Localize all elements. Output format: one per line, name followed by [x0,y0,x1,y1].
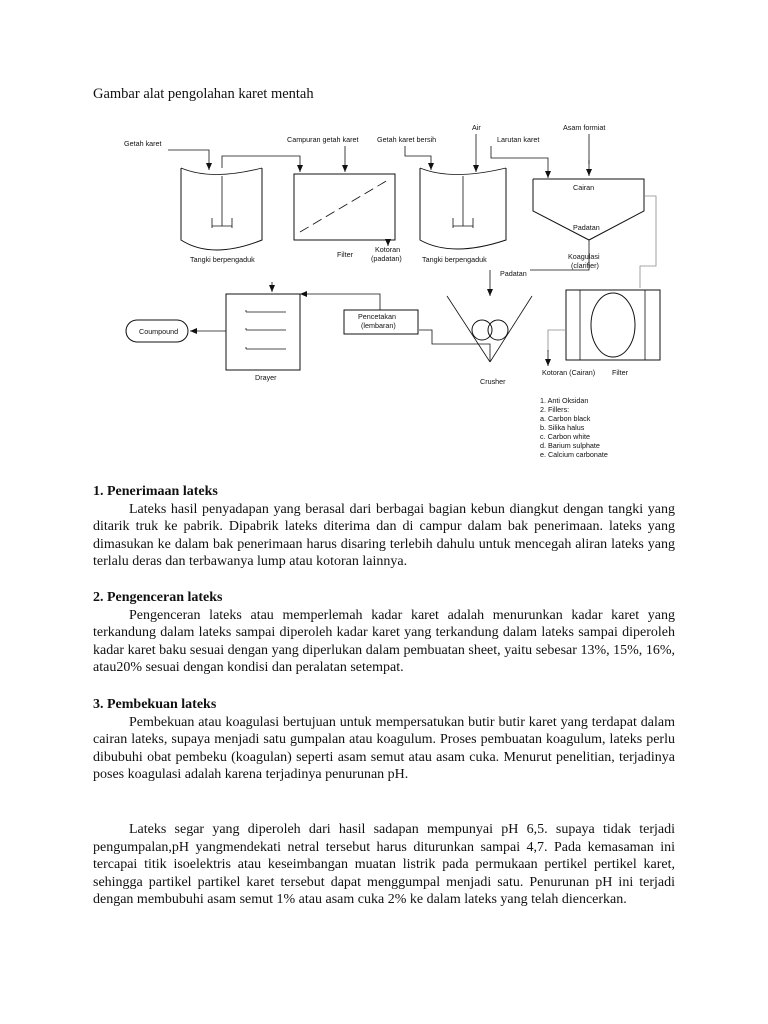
section-body: Pengenceran lateks atau memperlemah kadar karet adalah menurunkan kadar karet yang terkandung dalam lateks sampai diperoleh kadar karet yang terkandung dalam lateks sampai diperoleh kadar karet baku sesuai dengan yang diperlukan dalam pembuatan sheet, yaitu sebesar 13%, 15%, 16%, atau20% sesuai dengan kondisi dan peralatan setempat. [93,607,675,676]
clarifier-label-2: (clarifier) [571,261,599,270]
additive-item: 2. Fillers: [540,405,570,414]
section-pembekuan [93,696,675,784]
section-pengenceran [93,589,675,677]
ph-paragraph: Lateks segar yang diperoleh dari hasil sadapan mempunyai pH 6,5. supaya tidak terjadi pengumpalan,pH yangmendekati netral tersebut harus diturunkan sampai 4,7. Pada kemasaman ini tercapai titik isoelektris atau keseimbangan muatan listrik pada permukaan pertikel pertikel karet, sehingga partikel partikel karet tersebut dapat menggumpal menjadi satu. Penurunan pH ini terjadi dengan membubuhi asam semut 1% atau asam cuka 2% ke dalam lateks yang telah diencerkan. [93,822,675,908]
padatan-out-label: Padatan [500,269,527,278]
input-label-asam-formiat: Asam formiat [563,123,606,132]
input-label-getah-karet: Getah karet [124,139,162,148]
tank-2-label: Tangki berpengaduk [422,255,487,264]
input-label-air: Air [472,123,481,132]
pencetakan-label-2: (lembaran) [361,321,396,330]
crusher [447,296,532,362]
crusher-label: Crusher [480,377,506,386]
section-penerimaan [93,483,675,571]
filter-1-label: Filter [337,250,353,259]
section-heading: 1. Penerimaan lateks [93,484,218,499]
additive-item: c. Carbon white [540,432,590,441]
page-title: Gambar alat pengolahan karet mentah [93,86,314,102]
filter-2 [566,290,660,360]
input-label-getah-bersih: Getah karet bersih [377,135,437,144]
kotoran-cairan-label: Kotoran (Cairan) [542,368,596,377]
additive-item: b. Silika halus [540,423,585,432]
clarifier-padatan-label: Padatan [573,223,600,232]
additive-item: d. Barium sulphate [540,441,600,450]
clarifier-label-1: Koagulasi [568,252,600,261]
additive-item: a. Carbon black [540,414,591,423]
section-heading: 2. Pengenceran lateks [93,590,223,605]
input-label-larutan: Larutan karet [497,135,540,144]
section-heading: 3. Pembekuan lateks [93,697,217,712]
dryer [226,294,300,370]
kotoran-padatan-label-1: Kotoran [375,245,401,254]
compound-label: Coumpound [139,327,179,336]
section-body: Lateks hasil penyadapan yang berasal dari berbagai bagian kebun diangkut dengan tangki yang ditarik truk ke pabrik. Dipabrik lateks diterima dan di campur dalam bak penerimaan. lateks yang dimasukan ke dalam bak penerimaan harus disaring terlebih dahulu untuk mencegah aliran lateks yang terlalu deras dan terbawanya lump atau kotoran lainnya. [93,501,675,570]
additives-list [540,396,608,459]
filter-1 [294,174,395,240]
stirred-tank-1 [181,168,262,250]
filter-2-label: Filter [612,368,628,377]
tank-1-label: Tangki berpengaduk [190,255,255,264]
clarifier-cairan-label: Cairan [573,183,595,192]
pencetakan-label-1: Pencetakan [358,312,396,321]
section-body: Pembekuan atau koagulasi bertujuan untuk mempersatukan butir butir karet yang terdapat dalam cairan lateks, supaya menjadi satu gumpalan atau koagulum. Proses pembuatan koagulum, lateks perlu dibubuhi obat pembeku (koagulan) seperti asam semut atau asam cuka. Menurut penelitian, terjadinya poses koagulasi adalah karena terjadinya penurunan pH. [93,714,675,783]
input-label-campuran: Campuran getah karet [287,135,359,144]
stirred-tank-2 [420,168,506,249]
dryer-label: Drayer [255,373,277,382]
additive-item: e. Calcium carbonate [540,450,608,459]
additive-item: 1. Anti Oksidan [540,396,589,405]
process-flow-diagram [0,0,768,470]
kotoran-padatan-label-2: (padatan) [371,254,402,263]
